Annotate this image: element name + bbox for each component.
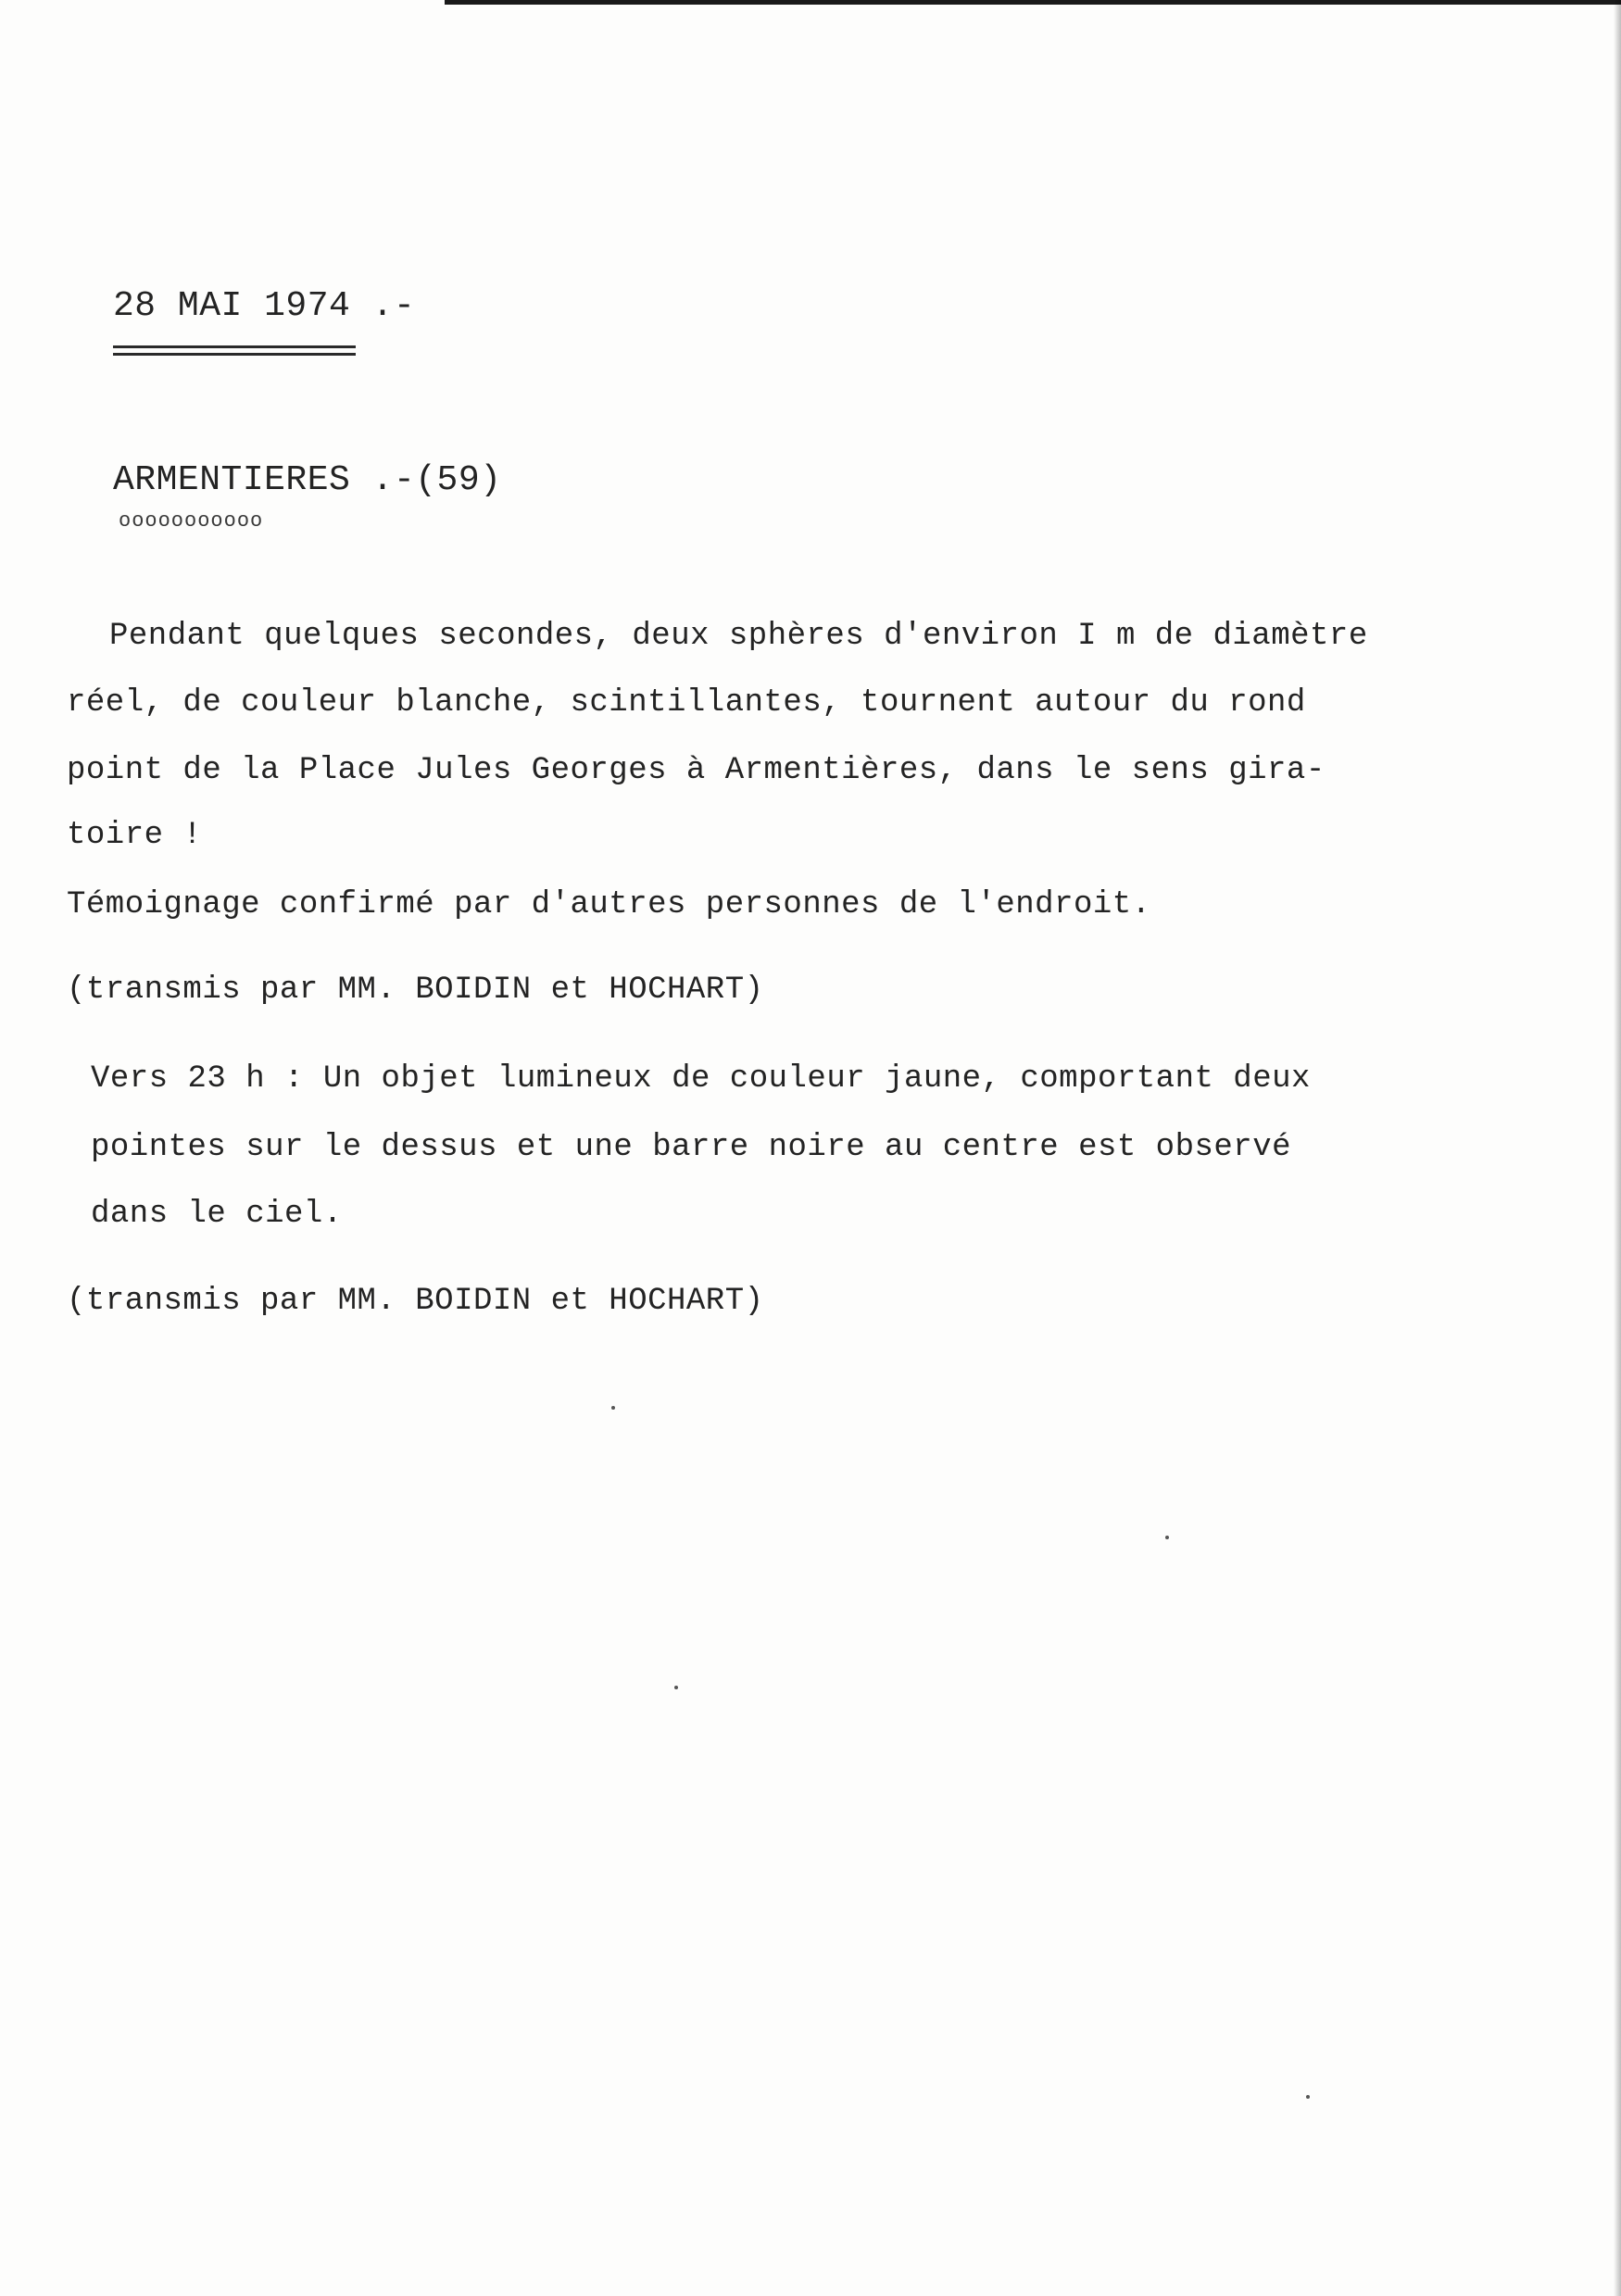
source-line: (transmis par MM. BOIDIN et HOCHART) xyxy=(67,1284,764,1319)
scan-speck xyxy=(1306,2095,1310,2099)
date-underline-second xyxy=(113,353,356,356)
text-line: Pendant quelques secondes, deux sphères d'environ I m de diamètre xyxy=(109,619,1368,654)
date-underline xyxy=(113,345,356,348)
scan-speck xyxy=(674,1686,678,1689)
top-border-line xyxy=(445,0,1621,5)
location-underline: ooooooooooo xyxy=(119,509,264,533)
source-line: (transmis par MM. BOIDIN et HOCHART) xyxy=(67,972,764,1008)
scan-speck xyxy=(1165,1536,1169,1539)
text-line: dans le ciel. xyxy=(91,1197,343,1232)
text-line: réel, de couleur blanche, scintillantes, tournent autour du rond xyxy=(67,685,1306,721)
text-line: pointes sur le dessus et une barre noire au centre est observé xyxy=(91,1130,1292,1165)
text-line: point de la Place Jules Georges à Armentières, dans le sens gira- xyxy=(67,753,1326,788)
text-line: toire ! xyxy=(67,818,203,853)
report-date: 28 MAI 1974 .- xyxy=(113,286,416,326)
page-edge-shadow xyxy=(1614,0,1621,2296)
scan-speck xyxy=(611,1406,615,1410)
location-heading: ARMENTIERES .-(59) xyxy=(113,460,502,500)
testimony-line: Témoignage confirmé par d'autres personnes de l'endroit. xyxy=(67,887,1151,922)
text-line: Vers 23 h : Un objet lumineux de couleur jaune, comportant deux xyxy=(91,1061,1311,1097)
